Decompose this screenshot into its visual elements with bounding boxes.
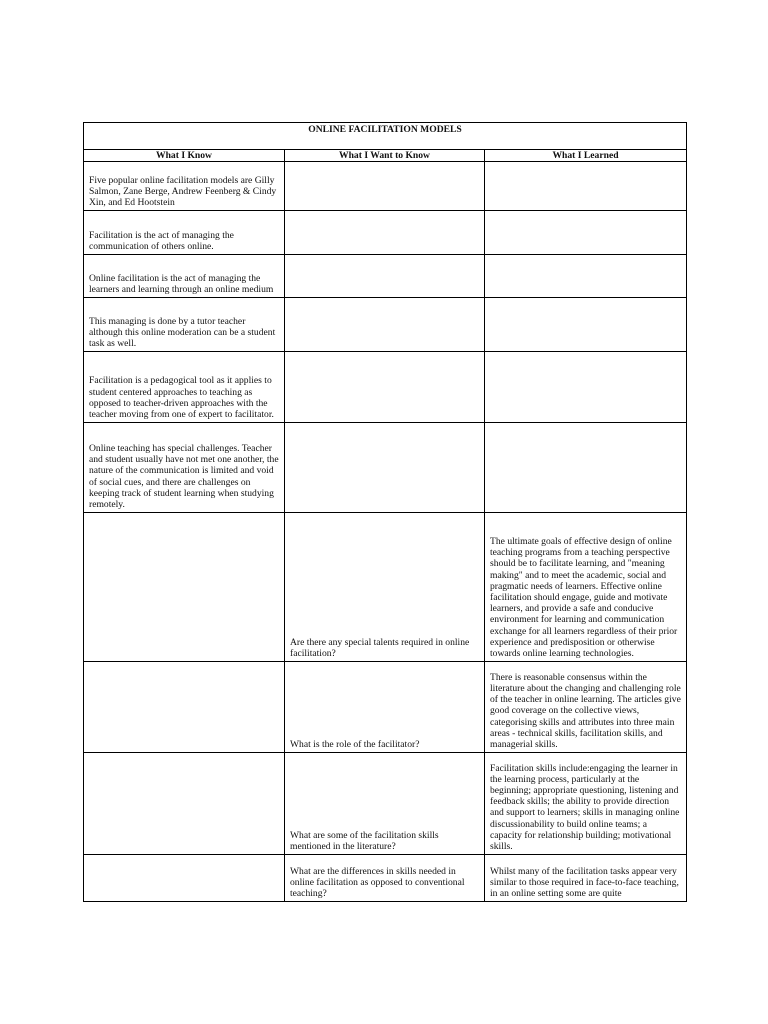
table-title-row <box>84 123 687 150</box>
know-cell <box>84 855 285 902</box>
learned-cell: Whilst many of the facilitation tasks appear very similar to those required in face-to-face teaching, in an online setting some are quite <box>485 855 687 902</box>
learned-cell <box>485 352 687 423</box>
table-row <box>84 255 687 298</box>
column-header-what-i-learned: What I Learned <box>485 150 687 162</box>
know-cell <box>84 662 285 753</box>
table-row <box>84 513 687 662</box>
want-cell <box>285 298 485 352</box>
learned-cell <box>485 423 687 513</box>
know-cell: Facilitation is the act of managing the communication of others online. <box>84 211 285 255</box>
table-title: ONLINE FACILITATION MODELS <box>84 123 687 150</box>
table-row <box>84 662 687 753</box>
want-cell <box>285 211 485 255</box>
want-cell: What are some of the facilitation skills mentioned in the literature? <box>285 753 485 855</box>
want-cell: What is the role of the facilitator? <box>285 662 485 753</box>
table-row <box>84 162 687 211</box>
learned-cell <box>485 211 687 255</box>
know-cell: Online facilitation is the act of managing the learners and learning through an online medium <box>84 255 285 298</box>
want-cell <box>285 352 485 423</box>
learned-cell: Facilitation skills include:engaging the learner in the learning process, particularly at the beginning; appropriate questioning, listening and feedback skills; the ability to provide direction and support to learners; skills in managing online discussionability to build online teams; a capacity for relationship building; motivational skills. <box>485 753 687 855</box>
want-cell <box>285 162 485 211</box>
learned-cell <box>485 298 687 352</box>
know-cell: This managing is done by a tutor teacher although this online moderation can be a student task as well. <box>84 298 285 352</box>
learned-cell: There is reasonable consensus within the literature about the changing and challenging role of the teacher in online learning. The articles give good coverage on the collective views, categorising skills and attributes into three main areas - technical skills, facilitation skills, and managerial skills. <box>485 662 687 753</box>
table-row <box>84 855 687 902</box>
know-cell <box>84 753 285 855</box>
want-cell: Are there any special talents required in online facilitation? <box>285 513 485 662</box>
know-cell: Facilitation is a pedagogical tool as it applies to student centered approaches to teaching as opposed to teacher-driven approaches with the teacher moving from one of expert to facilitator. <box>84 352 285 423</box>
learned-cell: The ultimate goals of effective design of online teaching programs from a teaching perspective should be to facilitate learning, and "meaning making" and to meet the academic, social and pragmatic needs of learners. Effective online facilitation should engage, guide and motivate learners, and provide a safe and conducive environment for learning and communication exchange for all learners regardless of their prior experience and predisposition or otherwise towards online learning technologies. <box>485 513 687 662</box>
table-row <box>84 352 687 423</box>
column-header-what-i-want-to-know: What I Want to Know <box>285 150 485 162</box>
know-cell <box>84 513 285 662</box>
learned-cell <box>485 162 687 211</box>
table-row <box>84 753 687 855</box>
want-cell <box>285 255 485 298</box>
table-row <box>84 211 687 255</box>
column-header-what-i-know: What I Know <box>84 150 285 162</box>
table-header-row <box>84 150 687 162</box>
table-row <box>84 423 687 513</box>
want-cell: What are the differences in skills needed in online facilitation as opposed to conventional teaching? <box>285 855 485 902</box>
table-row <box>84 298 687 352</box>
kwl-table <box>83 122 687 902</box>
know-cell: Five popular online facilitation models are Gilly Salmon, Zane Berge, Andrew Feenberg & Cindy Xin, and Ed Hootstein <box>84 162 285 211</box>
know-cell: Online teaching has special challenges. Teacher and student usually have not met one another, the nature of the communication is limited and void of social cues, and there are challenges on keeping track of student learning when studying remotely. <box>84 423 285 513</box>
want-cell <box>285 423 485 513</box>
learned-cell <box>485 255 687 298</box>
